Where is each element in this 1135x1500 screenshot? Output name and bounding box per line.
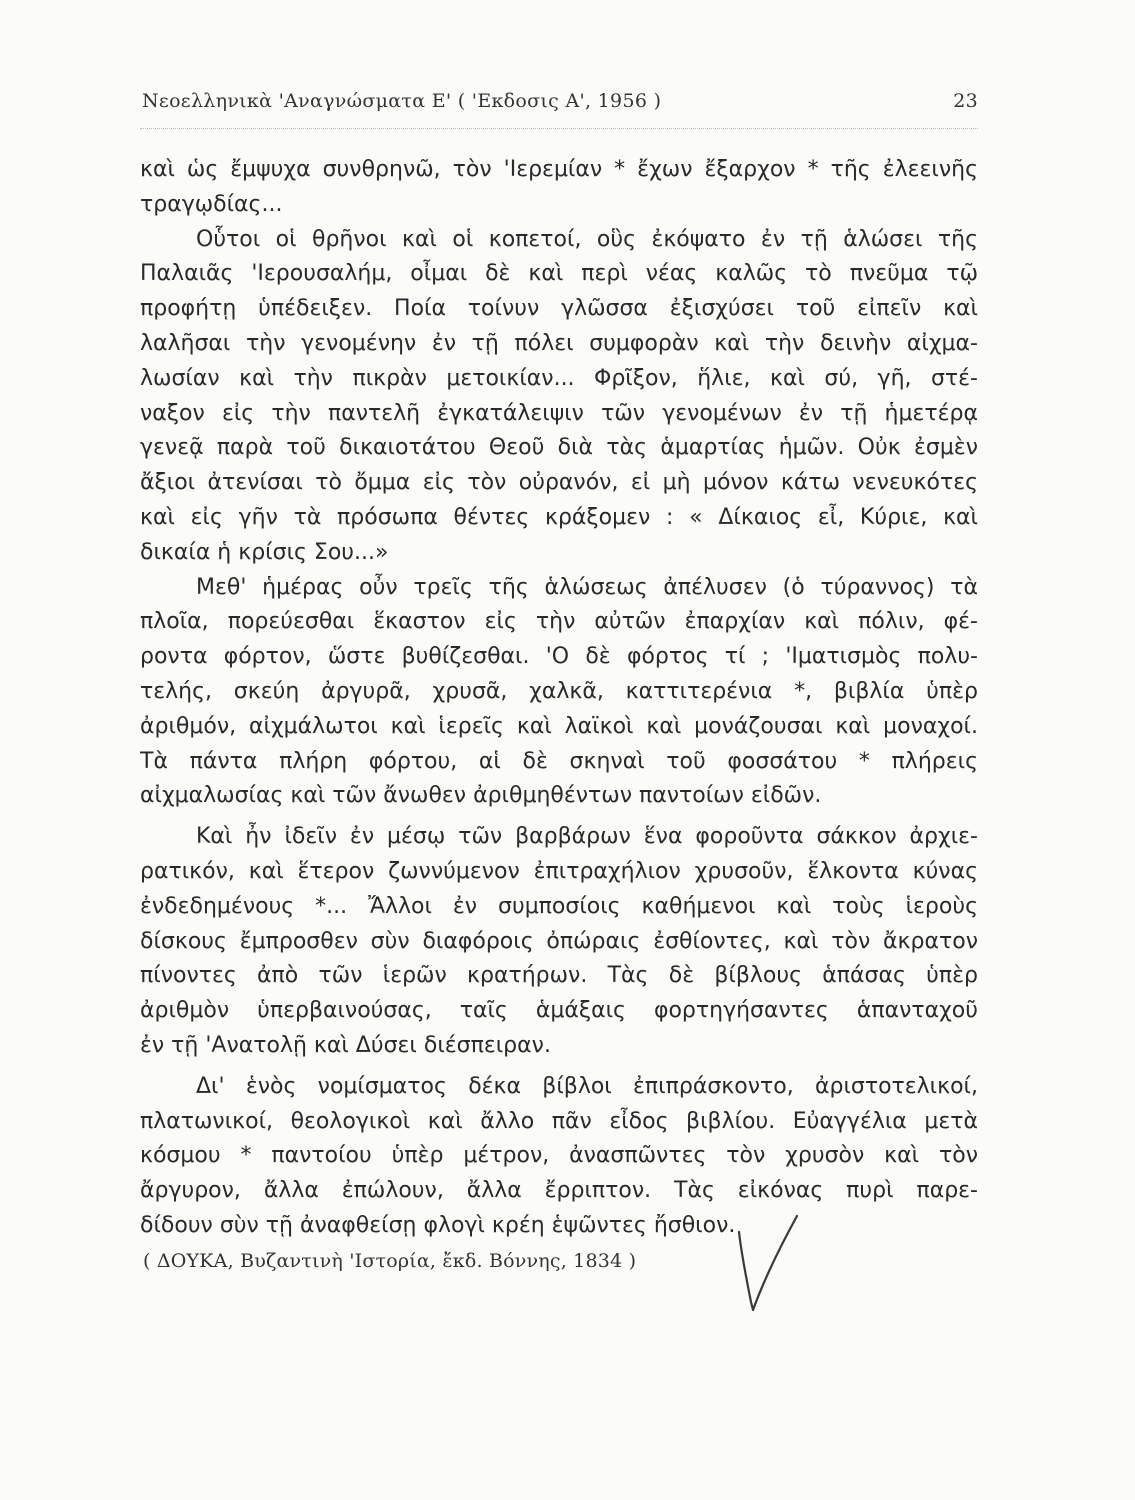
handwritten-checkmark-icon [725, 1210, 805, 1320]
text-line: ρατικόν, καὶ ἕτερον ζωννύμενον ἐπιτραχήλιον χρυσοῦν, ἕλκοντα κύνας [140, 858, 978, 884]
text-line: προφήτῃ ὑπέδειξεν. Ποία τοίνυν γλῶσσα ἐξισχύσει τοῦ εἰπεῖν καὶ [140, 296, 978, 322]
text-line: πλατωνικοί, θεολογικοὶ καὶ ἄλλο πᾶν εἶδος βιβλίου. Εὐαγγέλια μετὰ [140, 1108, 978, 1134]
source-citation: ( ΔΟΥΚΑ, Βυζαντινὴ 'Ιστορία, ἔκδ. Βόννης, 1834 ) [143, 1250, 637, 1272]
text-line: ἀριθμὸν ὑπερβαινούσας, ταῖς ἁμάξαις φορτηγήσαντες ἁπανταχοῦ [140, 998, 978, 1024]
header-rule [140, 128, 978, 129]
text-line: ἐνδεδημένους *... Ἄλλοι ἐν συμποσίοις καθήμενοι καὶ τοὺς ἱεροὺς [140, 893, 978, 919]
text-line: ἀριθμόν, αἰχμάλωτοι καὶ ἱερεῖς καὶ λαϊκοὶ καὶ μονάζουσαι καὶ μοναχοί. [140, 713, 978, 739]
text-line: ναξον εἰς τὴν παντελῆ ἐγκατάλειψιν τῶν γενομένων ἐν τῇ ἡμετέρᾳ [140, 400, 978, 426]
header-title: Νεοελληνικὰ 'Αναγνώσματα Ε' ( 'Εκδοσις Α', 1956 ) [142, 90, 662, 112]
running-header [140, 90, 978, 130]
text-line: γενεᾷ παρὰ τοῦ δικαιοτάτου Θεοῦ διὰ τὰς ἁμαρτίας ἡμῶν. Οὐκ ἐσμὲν [140, 435, 978, 461]
text-line: Οὗτοι οἱ θρῆνοι καὶ οἱ κοπετοί, οὓς ἐκόψατο ἐν τῇ ἁλώσει τῆς [196, 226, 978, 252]
text-line: δικαία ἡ κρίσις Σου...» [140, 539, 389, 565]
text-line: δίσκους ἔμπροσθεν σὺν διαφόροις ὀπώραις ἐσθίοντες, καὶ τὸν ἄκρατον [140, 928, 978, 954]
text-line: Τὰ πάντα πλήρη φόρτου, αἱ δὲ σκηναὶ τοῦ φοσσάτου * πλήρεις [140, 748, 978, 774]
text-line: ἄξιοι ἀτενίσαι τὸ ὄμμα εἰς τὸν οὐρανόν, εἰ μὴ μόνον κάτω νενευκότες [140, 470, 978, 496]
text-line: αἰχμαλωσίας καὶ τῶν ἄνωθεν ἀριθμηθέντων παντοίων εἰδῶν. [140, 783, 822, 809]
text-line: ἄργυρον, ἄλλα ἐπώλουν, ἄλλα ἔρριπτον. Τὰς εἰκόνας πυρὶ παρε- [140, 1178, 978, 1204]
page-number: 23 [953, 90, 978, 112]
text-line: λαλῆσαι τὴν γενομένην ἐν τῇ πόλει συμφορὰν καὶ τὴν δεινὴν αἰχμα- [140, 330, 978, 356]
body-text [140, 153, 978, 1244]
text-line: τελής, σκεύη ἀργυρᾶ, χρυσᾶ, χαλκᾶ, καττιτερένια *, βιβλία ὑπὲρ [140, 678, 978, 704]
text-line: λωσίαν καὶ τὴν πικρὰν μετοικίαν... Φρῖξον, ἥλιε, καὶ σύ, γῆ, στέ- [140, 365, 978, 391]
text-line: ροντα φόρτον, ὥστε βυθίζεσθαι. 'Ο δὲ φόρτος τί ; 'Ιματισμὸς πολυ- [140, 644, 978, 670]
text-line: Παλαιᾶς 'Ιερουσαλήμ, οἶμαι δὲ καὶ περὶ νέας καλῶς τὸ πνεῦμα τῷ [140, 261, 978, 287]
text-line: ἐν τῇ 'Ανατολῇ καὶ Δύσει διέσπειραν. [140, 1032, 551, 1058]
text-line: καὶ ὡς ἔμψυχα συνθρηνῶ, τὸν 'Ιερεμίαν * ἔχων ἔξαρχον * τῆς ἐλεεινῆς [140, 157, 978, 182]
text-line: Μεθ' ἡμέρας οὖν τρεῖς τῆς ἁλώσεως ἀπέλυσεν (ὁ τύραννος) τὰ [196, 574, 978, 600]
text-line: πλοῖα, πορεύεσθαι ἕκαστον εἰς τὴν αὐτῶν ἐπαρχίαν καὶ πόλιν, φέ- [140, 609, 978, 635]
text-line: τραγῳδίας... [140, 191, 283, 217]
text-line: δίδουν σὺν τῇ ἀναφθείσῃ φλογὶ κρέη ἑψῶντες ἤσθιον. [140, 1212, 736, 1238]
text-line: Καὶ ἦν ἰδεῖν ἐν μέσῳ τῶν βαρβάρων ἕνα φοροῦντα σάκκον ἀρχιε- [196, 824, 978, 850]
text-line: πίνοντες ἀπὸ τῶν ἱερῶν κρατήρων. Τὰς δὲ βίβλους ἁπάσας ὑπὲρ [140, 963, 978, 989]
text-line: καὶ εἰς γῆν τὰ πρόσωπα θέντες κράξομεν : « Δίκαιος εἶ, Κύριε, καὶ [140, 504, 978, 530]
text-line: κόσμου * παντοίου ὑπὲρ μέτρον, ἀνασπῶντες τὸν χρυσὸν καὶ τὸν [140, 1143, 978, 1169]
text-line: Δι' ἑνὸς νομίσματος δέκα βίβλοι ἐπιπράσκοντο, ἀριστοτελικοί, [196, 1073, 978, 1099]
